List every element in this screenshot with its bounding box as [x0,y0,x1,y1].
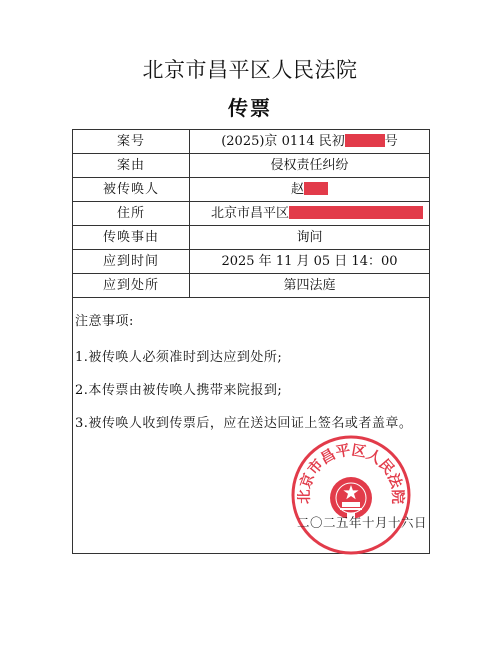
field-label: 应到处所 [73,274,190,297]
document-title: 传票 [228,96,272,120]
form-row-reason [73,226,429,250]
form-row-case-number [73,130,429,154]
court-name: 北京市昌平区人民法院 [142,58,358,82]
case-number-prefix: (2025)京 0114 民初 [221,134,345,149]
form-row-place [73,274,429,298]
form-row-summoned-person [73,178,429,202]
field-label: 被传唤人 [73,178,190,201]
redaction-block [345,134,385,147]
note-item: 2.本传票由被传唤人携带来院报到; [75,383,283,398]
note-item: 3.被传唤人收到传票后，应在送达回证上签名或者盖章。 [75,416,413,431]
field-value [190,130,429,153]
field-label: 案号 [73,130,190,153]
notes-title: 注意事项: [75,314,134,329]
field-value [190,202,429,225]
form-row-time [73,250,429,274]
person-surname: 赵 [290,182,304,197]
form-row-address [73,202,429,226]
field-label: 案由 [73,154,190,177]
field-value: 询问 [296,230,323,245]
redaction-block [304,182,328,195]
court-seal-stamp [290,434,412,556]
field-value: 第四法庭 [283,278,336,293]
form-row-cause [73,154,429,178]
field-value: 侵权责任纠纷 [270,158,349,173]
issue-date: 二〇二五年十月十六日 [297,515,428,530]
note-item: 1.被传唤人必须准时到达应到处所; [75,350,283,365]
field-label: 应到时间 [73,250,190,273]
redaction-block [289,206,423,219]
case-number-suffix: 号 [384,134,398,149]
field-value [190,178,429,201]
seal-text: 北京市昌平区人民法院 [295,441,407,505]
address-prefix: 北京市昌平区 [211,206,290,221]
field-label: 住所 [73,202,190,225]
field-label: 传唤事由 [73,226,190,249]
field-value: 2025 年 11 月 05 日 14：00 [221,254,398,269]
